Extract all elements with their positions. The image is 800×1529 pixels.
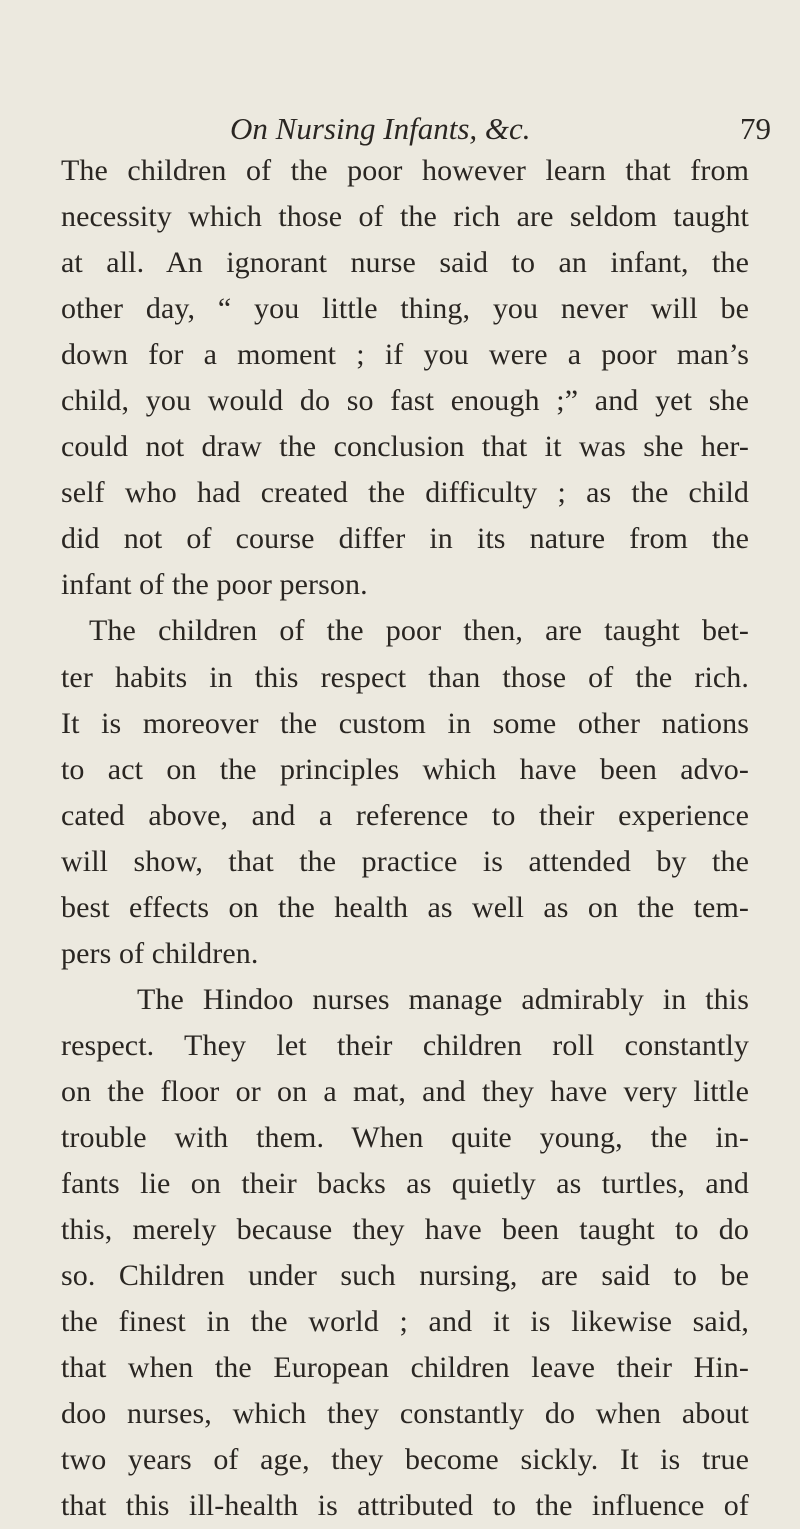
text-line: two years of age, they become sickly. It is true: [61, 1443, 749, 1477]
text-line: ter habits in this respect than those of the rich.: [61, 660, 749, 694]
text-line: did not of course differ in its nature from the: [61, 522, 749, 556]
text-line: infant of the poor person.: [61, 568, 368, 602]
text-line: doo nurses, which they constantly do when about: [61, 1397, 749, 1431]
running-title: On Nursing Infants, &c.: [230, 111, 531, 146]
text-line: respect. They let their children roll constantly: [61, 1028, 749, 1062]
text-line: best effects on the health as well as on the tem-: [61, 890, 749, 924]
text-line: The Hindoo nurses manage admirably in this: [137, 982, 749, 1016]
text-line: this, merely because they have been taught to do: [61, 1213, 749, 1247]
text-line: the finest in the world ; and it is likewise said,: [61, 1305, 749, 1339]
text-line: self who had created the difficulty ; as the child: [61, 476, 749, 510]
text-line: that when the European children leave their Hin-: [61, 1351, 749, 1385]
text-line: The children of the poor then, are taught bet-: [89, 614, 749, 648]
text-line: necessity which those of the rich are seldom taught: [61, 200, 749, 234]
text-line: trouble with them. When quite young, the in-: [61, 1120, 749, 1154]
text-line: on the floor or on a mat, and they have very little: [61, 1074, 749, 1108]
text-line: child, you would do so fast enough ;” and yet she: [61, 384, 749, 418]
text-line: that this ill-health is attributed to the influence of: [61, 1489, 749, 1523]
text-line: It is moreover the custom in some other nations: [61, 706, 749, 740]
text-line: at all. An ignorant nurse said to an infant, the: [61, 246, 749, 280]
text-line: fants lie on their backs as quietly as turtles, and: [61, 1167, 749, 1201]
page-number: 79: [740, 111, 771, 146]
text-line: to act on the principles which have been advo-: [61, 752, 749, 786]
running-head: [0, 106, 800, 152]
text-line: so. Children under such nursing, are said to be: [61, 1259, 749, 1293]
text-line: other day, “ you little thing, you never will be: [61, 292, 749, 326]
text-line: could not draw the conclusion that it was she her-: [61, 430, 749, 464]
text-line: will show, that the practice is attended by the: [61, 844, 749, 878]
body-text: [61, 148, 749, 1529]
text-line: pers of children.: [61, 936, 259, 970]
text-line: The children of the poor however learn that from: [61, 154, 749, 187]
text-line: cated above, and a reference to their experience: [61, 798, 749, 832]
text-line: down for a moment ; if you were a poor man’s: [61, 338, 749, 372]
